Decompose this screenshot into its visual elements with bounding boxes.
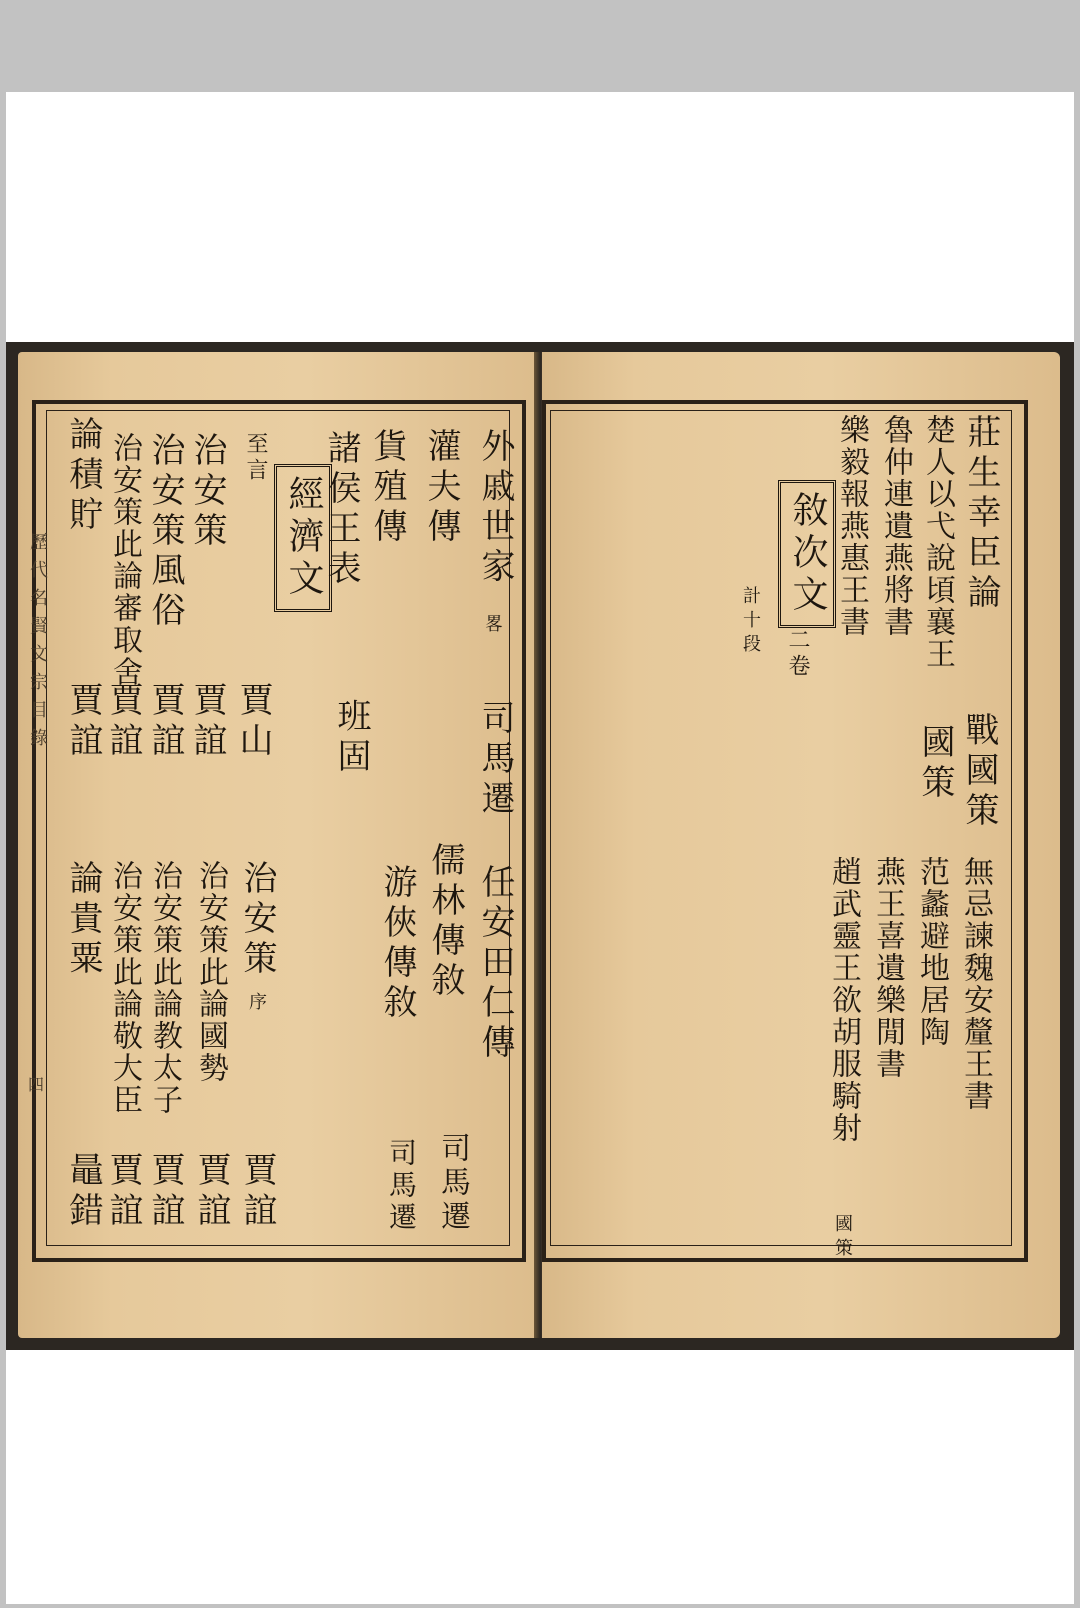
entry-author: 司馬遷: [435, 1132, 470, 1234]
entry-title: 儒林傳敘: [425, 842, 465, 1002]
entry-author: 班固: [331, 698, 371, 778]
entry-title: 游俠傳敘: [377, 864, 417, 1024]
entry-author: 司馬遷: [385, 1138, 418, 1234]
entry-title: 外戚世家: [475, 428, 515, 588]
entry-title: 范蠡避地居陶: [914, 856, 949, 1048]
entry-author: 國策: [915, 724, 955, 804]
entry-author: 賈誼: [237, 1152, 277, 1232]
entry-title: 魯仲連遺燕將書: [878, 414, 913, 638]
entry-author: 賈誼: [145, 1152, 185, 1232]
entry-title: 無忌諫魏安釐王書: [958, 856, 993, 1112]
entry-title: 治安策此論教太子: [147, 860, 182, 1116]
entry-title: 論貴粟: [63, 860, 103, 980]
entry-author: 賈誼: [145, 682, 185, 762]
entry-author: 賈誼: [103, 682, 143, 762]
entry-title: 治安策此論敬大臣: [107, 860, 142, 1116]
entry-title: 燕王喜遺樂閒書: [870, 856, 905, 1080]
entry-author: 司馬遷: [475, 700, 515, 820]
entry-title: 趙武靈王欲胡服騎射: [826, 856, 861, 1144]
entry-author: 國策: [832, 1214, 853, 1262]
entry-title: 任安田仁傳: [475, 864, 515, 1064]
entry-author: 賈誼: [191, 1152, 231, 1232]
entry-title: 治安策: [187, 432, 227, 552]
entry-title: 至言: [243, 432, 268, 484]
entry-author: 賈山: [233, 682, 273, 762]
section-volume: 二卷: [785, 628, 810, 680]
section-heading-economy: 經濟文: [274, 464, 332, 612]
left-page: [18, 352, 540, 1338]
entry-title: 莊生幸臣論: [961, 414, 1001, 614]
entry-title: 樂毅報燕惠王書: [834, 414, 869, 638]
entry-title: 治安策此論審取舍: [107, 432, 142, 688]
entry-author: 鼂錯: [63, 1152, 103, 1232]
entry-title: 諸侯王表: [321, 430, 361, 590]
entry-author: 賈誼: [187, 682, 227, 762]
entry-author: 賈誼: [103, 1152, 143, 1232]
section-note: 計十段: [740, 586, 761, 658]
entry-title: 灌夫傳: [421, 428, 461, 548]
entry-author: 戰國策: [959, 712, 999, 832]
right-page: [542, 352, 1060, 1338]
margin-title: 歷代名賢文宗目錄: [27, 532, 48, 756]
entry-title: 治安策風俗: [145, 432, 185, 632]
entry-title: 治安策: [237, 860, 277, 980]
folio-number: 四: [28, 1075, 45, 1094]
entry-title: 貨殖傳: [367, 428, 407, 548]
entry-title: 治安策此論國勢: [193, 860, 228, 1084]
book-spread: [6, 342, 1074, 1350]
entry-author: 賈誼: [63, 682, 103, 762]
entry-title: 論積貯: [63, 416, 103, 536]
entry-title: 楚人以弋說頃襄王: [920, 414, 955, 670]
entry-note: 畧: [482, 614, 503, 638]
entry-note: 序: [246, 992, 267, 1016]
section-heading-narrative: 敘次文: [778, 480, 836, 628]
